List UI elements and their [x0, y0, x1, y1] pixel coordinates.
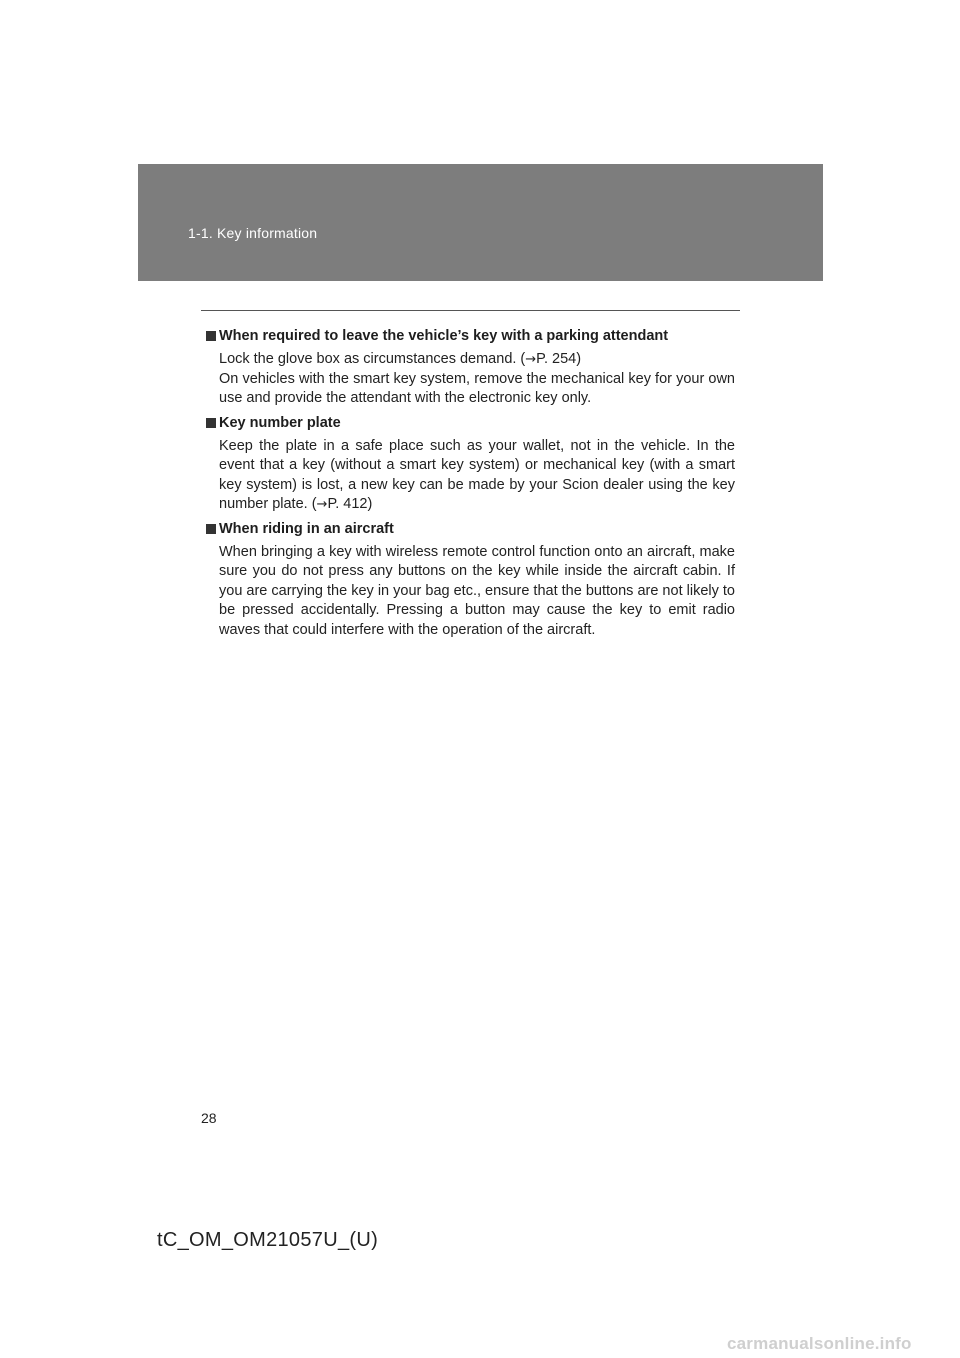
- section-heading: [206, 413, 735, 434]
- header-band: [138, 164, 823, 281]
- section-title: 1-1. Key information: [188, 225, 318, 241]
- paragraph-text: Keep the plate in a safe place such as your wallet, not in the vehicle. In the event that a key (without a smart key system) or mechanical key (with a smart key system) is lost, a new key can be made by your Scion dealer using the key number plate. (: [219, 437, 735, 512]
- page-reference[interactable]: P. 254): [536, 351, 582, 367]
- square-bullet-icon: [206, 524, 216, 534]
- square-bullet-icon: [206, 418, 216, 428]
- right-arrow-icon: →: [525, 352, 537, 367]
- section-heading-text: When riding in an aircraft: [219, 520, 394, 537]
- paragraph-text: On vehicles with the smart key system, remove the mechanical key for your own use and provide the attendant with the electronic key only.: [219, 370, 735, 406]
- right-arrow-icon: →: [316, 497, 328, 512]
- section-body: [206, 543, 735, 641]
- paragraph-text: Lock the glove box as circumstances demand. (: [219, 351, 526, 367]
- paragraph: [219, 370, 735, 409]
- paragraph: [219, 543, 735, 641]
- page-number: 28: [201, 1110, 217, 1126]
- page-reference[interactable]: P. 412): [327, 496, 373, 512]
- section-heading-text: Key number plate: [219, 414, 341, 431]
- document-code: tC_OM_OM21057U_(U): [157, 1229, 379, 1251]
- section-body: [206, 350, 735, 409]
- square-bullet-icon: [206, 331, 216, 341]
- section-key-number-plate: [206, 413, 735, 515]
- paragraph: [219, 437, 735, 515]
- divider-line: [201, 310, 740, 311]
- section-heading: [206, 326, 735, 347]
- watermark: carmanualsonline.info: [727, 1334, 912, 1353]
- section-body: [206, 437, 735, 515]
- section-heading: [206, 519, 735, 540]
- paragraph-text: When bringing a key with wireless remote control function onto an aircraft, make sure you do not press any buttons on the key while inside the aircraft cabin. If you are carrying the key in your bag etc., ensure that the buttons are not likely to be pressed accidentally. Pressing a button may cause the key to emit radio waves that could interfere with the operation of the aircraft.: [219, 543, 735, 638]
- content-body: [206, 326, 735, 644]
- section-heading-text: When required to leave the vehicle’s key with a parking attendant: [219, 328, 669, 344]
- paragraph: [219, 350, 735, 370]
- section-parking-attendant: [206, 326, 735, 409]
- section-aircraft: [206, 519, 735, 641]
